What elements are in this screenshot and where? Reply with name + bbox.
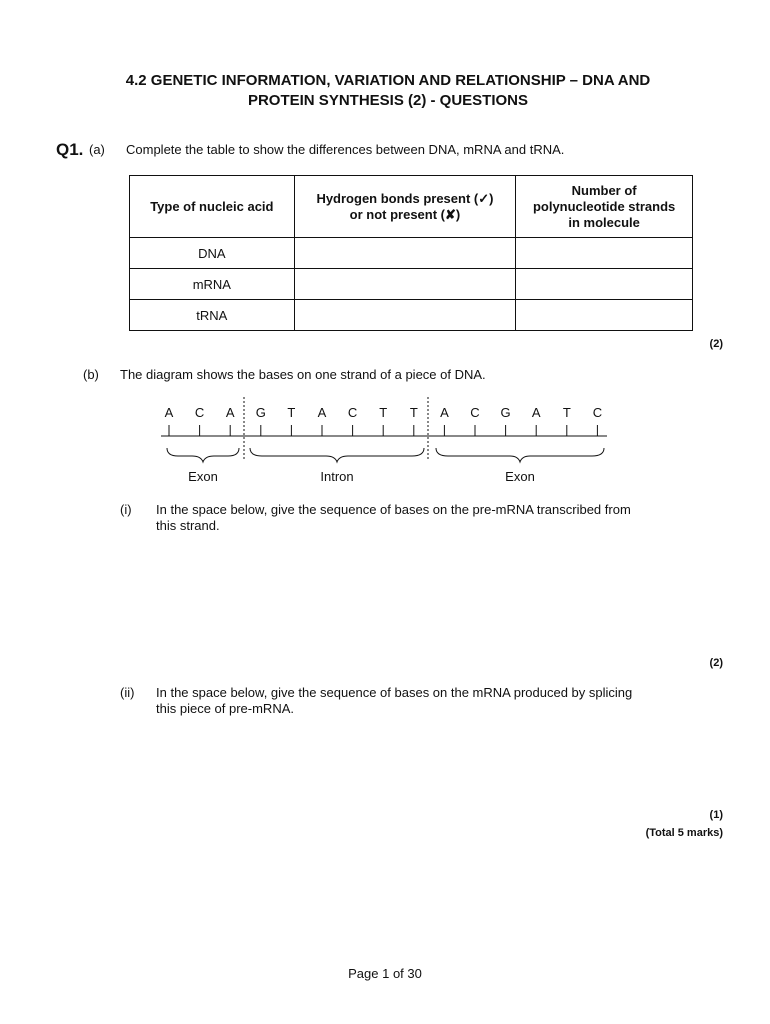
sub-ii-label: (ii): [120, 685, 135, 700]
base-letter: T: [409, 405, 418, 420]
sub-i-label: (i): [120, 502, 132, 517]
base-letter: G: [500, 405, 511, 420]
total-marks: (Total 5 marks): [645, 827, 723, 839]
region-label-exon-1: Exon: [188, 469, 218, 484]
sub-ii-line-2: this piece of pre-mRNA.: [156, 701, 294, 716]
page-footer: Page 1 of 30: [348, 966, 422, 981]
base-letter: A: [317, 405, 327, 420]
sub-i-marks: (2): [709, 657, 723, 669]
dna-strand-diagram: [0, 0, 770, 500]
intron-brace: [250, 448, 424, 462]
header-number-of-strands: Number of polynucleotide strands in molecule: [516, 176, 693, 238]
base-letter: T: [562, 405, 571, 420]
region-label-exon-2: Exon: [505, 469, 535, 484]
title-line-1: 4.2 GENETIC INFORMATION, VARIATION AND RELATIONSHIP – DNA AND: [125, 72, 651, 89]
exon-brace-1: [167, 448, 239, 462]
base-letter: C: [347, 405, 358, 420]
sub-i-line-1: In the space below, give the sequence of bases on the pre-mRNA transcribed from: [156, 502, 631, 517]
question-number: Q1.: [56, 140, 84, 159]
base-letter: C: [194, 405, 205, 420]
sub-ii-line-1: In the space below, give the sequence of bases on the mRNA produced by splicing: [156, 685, 633, 700]
header-type-of-nucleic-acid: Type of nucleic acid: [130, 176, 295, 238]
base-letter: T: [379, 405, 388, 420]
region-label-intron: Intron: [320, 469, 354, 484]
sub-ii-answer-space[interactable]: [156, 722, 716, 802]
base-ticks: [169, 425, 597, 436]
part-b-instruction: The diagram shows the bases on one strand of a piece of DNA.: [120, 367, 486, 382]
part-a-marks: (2): [709, 338, 723, 350]
base-letter: C: [470, 405, 480, 420]
base-letters: [165, 405, 602, 420]
base-letter: A: [225, 405, 235, 420]
sub-i-answer-space[interactable]: [156, 540, 716, 650]
part-b-label: (b): [83, 367, 99, 382]
header-hydrogen-bonds: Hydrogen bonds present (✓) or not present (✘): [294, 176, 516, 238]
row-label-dna: DNA: [130, 238, 295, 269]
row-label-mrna: mRNA: [130, 269, 295, 300]
base-letter: C: [592, 405, 603, 420]
part-a-label: (a): [89, 142, 105, 157]
title-line-2: PROTEIN SYNTHESIS (2) - QUESTIONS: [247, 92, 529, 109]
base-letter: A: [531, 405, 541, 420]
base-letter: A: [440, 405, 449, 420]
base-letter: T: [287, 405, 296, 420]
base-letter: G: [255, 405, 266, 420]
sub-i-line-2: this strand.: [156, 518, 220, 533]
part-a-instruction: Complete the table to show the differences between DNA, mRNA and tRNA.: [126, 142, 565, 157]
sub-ii-marks: (1): [709, 809, 723, 821]
row-label-trna: tRNA: [130, 300, 295, 331]
base-letter: A: [164, 405, 174, 420]
exon-brace-2: [436, 448, 604, 462]
